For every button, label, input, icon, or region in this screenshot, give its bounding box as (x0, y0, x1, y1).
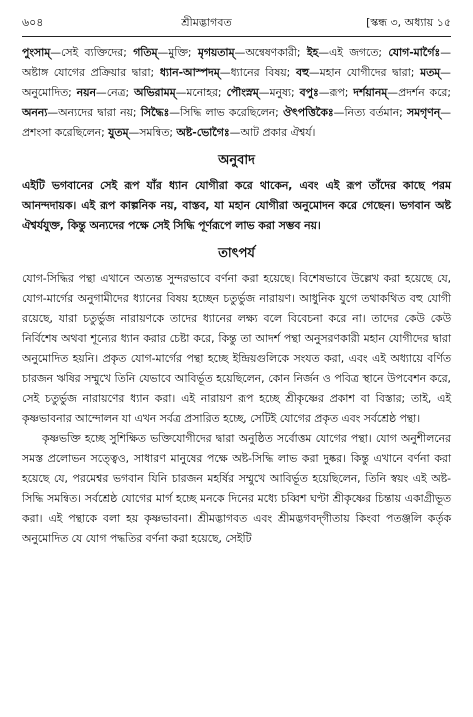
synonym-meaning: সেই ব্যক্তিদের; (61, 46, 127, 59)
synonyms-paragraph: পুংসাম্—সেই ব্যক্তিদের; গতিম্—মুক্তি; মৃগয়তাম্—অন্বেষণকারী; ইহ—এই জগতে; যোগ-মার্গৈঃ—অষ্টাঙ্গ যোগের প্রক্রিয়ার দ্বারা; ধ্যান-আস্পদম্—ধ্যানের বিষয়; বহু—মহান যোগীদের দ্বারা; মতম্—অনুমোদিত; নয়ন—নেত্র; অভিরামম্—মনোহর; পৌংস্নম্—মনুষ্য; বপুঃ—রূপ; দর্শয়ানম্—প্রদর্শন করে; অনন্য—অন্যদের দ্বারা নয়; সিদ্ধৈঃ—সিদ্ধি লাভ করেছিলেন; ঔৎপত্তিকৈঃ—নিত্য বর্তমান; সমগৃণন্—প্রশংসা করেছিলেন; যুতম্—সমন্বিত; অষ্ট-ভোগৈঃ—আট প্রকার ঐশ্বর্য। (22, 46, 451, 139)
synonym-meaning: সিদ্ধি লাভ করেছিলেন; (180, 106, 279, 119)
purport-heading: তাৎপর্য (218, 246, 255, 261)
synonym-word: পুংসাম্ (22, 46, 51, 59)
synonym-meaning: অষ্টাঙ্গ যোগের প্রক্রিয়ার দ্বারা; (22, 66, 155, 79)
synonym-word: ইহ (306, 46, 319, 59)
chapter-reference: [স্কন্ধ ৩, অধ্যায় ১৫ (366, 15, 451, 29)
running-title: শ্রীমদ্ভাগবত (181, 15, 232, 29)
synonym-meaning: এই জগতে; (329, 46, 383, 59)
synonym-meaning: মনোহর; (186, 86, 222, 99)
synonym-word: সমগৃণন্ (407, 106, 441, 119)
page-number: ৬০৪ (22, 15, 44, 29)
synonym-word: অনন্য (22, 106, 48, 119)
purport-paragraph: কৃষ্ণভক্তি হচ্ছে সুশিক্ষিত ভক্তিযোগীদের দ্বারা অনুষ্ঠিত সর্বোত্তম যোগের পন্থা। যোগ অনুশীলনের সমস্ত প্রলোভন সত্ত্বেও, সাধারণ মানুষের পক্ষে অষ্ট-সিদ্ধি লাভ করা দুষ্কর। কিন্তু এখানে বর্ণনা করা হয়েছে যে, পরমেশ্বর ভগবান যিনি চারজন মহর্ষির সম্মুখে আবির্ভূত হয়েছিলেন, তিনি স্বয়ং এই অষ্ট-সিদ্ধি সমন্বিত। সর্বশ্রেষ্ঠ যোগের মার্গ হচ্ছে মনকে দিনের মধ্যে চব্বিশ ঘণ্টা শ্রীকৃষ্ণের চিন্তায় একাগ্রীভূত করা। এই পন্থাকে বলা হয় কৃষ্ণভাবনা। শ্রীমদ্ভাগবত এবং শ্রীমদ্ভগবদ্‌গীতায় কিংবা পতঞ্জলি কর্তৃক অনুমোদিত যে যোগ পদ্ধতির বর্ণনা করা হয়েছে, সেইটি (22, 432, 451, 545)
synonym-word: বপুঃ (299, 86, 319, 99)
synonym-meaning: অন্যদের দ্বারা নয়; (58, 106, 137, 119)
synonym-word: দর্শয়ানম্ (353, 86, 388, 99)
synonym-word: পৌংস্নম্ (226, 86, 259, 99)
synonym-meaning: প্রশংসা করেছিলেন; (22, 126, 105, 139)
synonym-meaning: রূপ; (329, 86, 349, 99)
synonym-word: ধ্যান-আস্পদম্ (159, 66, 220, 79)
synonym-meaning: ধ্যানের বিষয়; (230, 66, 291, 79)
synonym-meaning: প্রদর্শন করে; (398, 86, 451, 99)
purport-paragraph: যোগ-সিদ্ধির পন্থা এখানে অত্যন্ত সুন্দরভাবে বর্ণনা করা হয়েছে। বিশেষভাবে উল্লেখ করা হয়েছে যে, যোগ-মার্গের অনুগামীদের ধ্যানের বিষয় হচ্ছেন চতুর্ভুজ নারায়ণ। আধুনিক যুগে তথাকথিত বহু যোগী রয়েছে, যারা চতুর্ভুজ নারায়ণকে তাদের ধ্যানের লক্ষ্য বলে বিবেচনা করে না। তাদের কেউ কেউ নির্বিশেষ অথবা শূন্যের ধ্যান করার চেষ্টা করে, কিন্তু তা আদর্শ পন্থা অনুসরণকারী মহান যোগীদের দ্বারা অনুমোদিত হয়নি। প্রকৃত যোগ-মার্গের পন্থা হচ্ছে ইন্দ্রিয়গুলিকে সংযত করা, এবং এই অধ্যায়ে বর্ণিত চারজন ঋষির সম্মুখে তিনি যেভাবে আবির্ভূত হয়েছিলেন, কোন নির্জন ও পবিত্র স্থানে উপবেশন করে, সেই চতুর্ভুজ নারায়ণের ধ্যান করা। এই নারায়ণ রূপ হচ্ছে শ্রীকৃষ্ণের প্রকাশ বা বিস্তার; তাই, এই কৃষ্ণভাবনার আন্দোলন যা এখন সর্বত্র প্রসারিত হচ্ছে, সেটিই যোগের প্রকৃত এবং সর্বশ্রেষ্ঠ পন্থা। (22, 272, 451, 425)
translation-heading: অনুবাদ (218, 153, 255, 168)
synonym-meaning: মনুষ্য; (269, 86, 295, 99)
synonym-word: অষ্ট-ভোগৈঃ (176, 126, 230, 139)
synonym-word: যুতম্ (108, 126, 129, 139)
synonym-word: মৃগয়তাম্ (197, 46, 235, 59)
synonym-word: অভিরামম্ (134, 86, 176, 99)
synonym-meaning: নেত্র; (106, 86, 130, 99)
synonym-meaning: আট প্রকার ঐশ্বর্য। (240, 126, 316, 139)
header-rule (22, 36, 451, 37)
synonym-meaning: অনুমোদিত; (22, 86, 72, 99)
synonym-meaning: অন্বেষণকারী; (245, 46, 301, 59)
synonym-word: বহু (295, 66, 309, 79)
synonym-word: মতম্ (420, 66, 441, 79)
synonym-meaning: নিত্য বর্তমান; (344, 106, 403, 119)
synonym-word: নয়ন (76, 86, 96, 99)
synonym-word: যোগ-মার্গৈঃ (388, 46, 441, 59)
purport-text (22, 269, 451, 549)
synonym-meaning: মহান যোগীদের দ্বারা; (319, 66, 415, 79)
synonym-meaning: সমন্বিত; (139, 126, 173, 139)
page-header (22, 12, 451, 34)
translation-text: এইটি ভগবানের সেই রূপ যাঁর ধ্যান যোগীরা করে থাকেন, এবং এই রূপ তাঁদের কাছে পরম আনন্দদায়ক। এই রূপ কাল্পনিক নয়, বাস্তব, যা মহান যোগীরা অনুমোদন করে গেছেন। ভগবান অষ্ট ঐশ্বর্যযুক্ত, কিন্তু অন্যদের পক্ষে সেই সিদ্ধি পূর্ণরূপে লাভ করা সম্ভব নয়। (22, 179, 451, 232)
synonym-meaning: মুক্তি; (168, 46, 192, 59)
synonym-word: সিদ্ধৈঃ (140, 106, 170, 119)
synonym-word: গতিম্ (133, 46, 158, 59)
synonym-word: ঔৎপত্তিকৈঃ (283, 106, 334, 119)
